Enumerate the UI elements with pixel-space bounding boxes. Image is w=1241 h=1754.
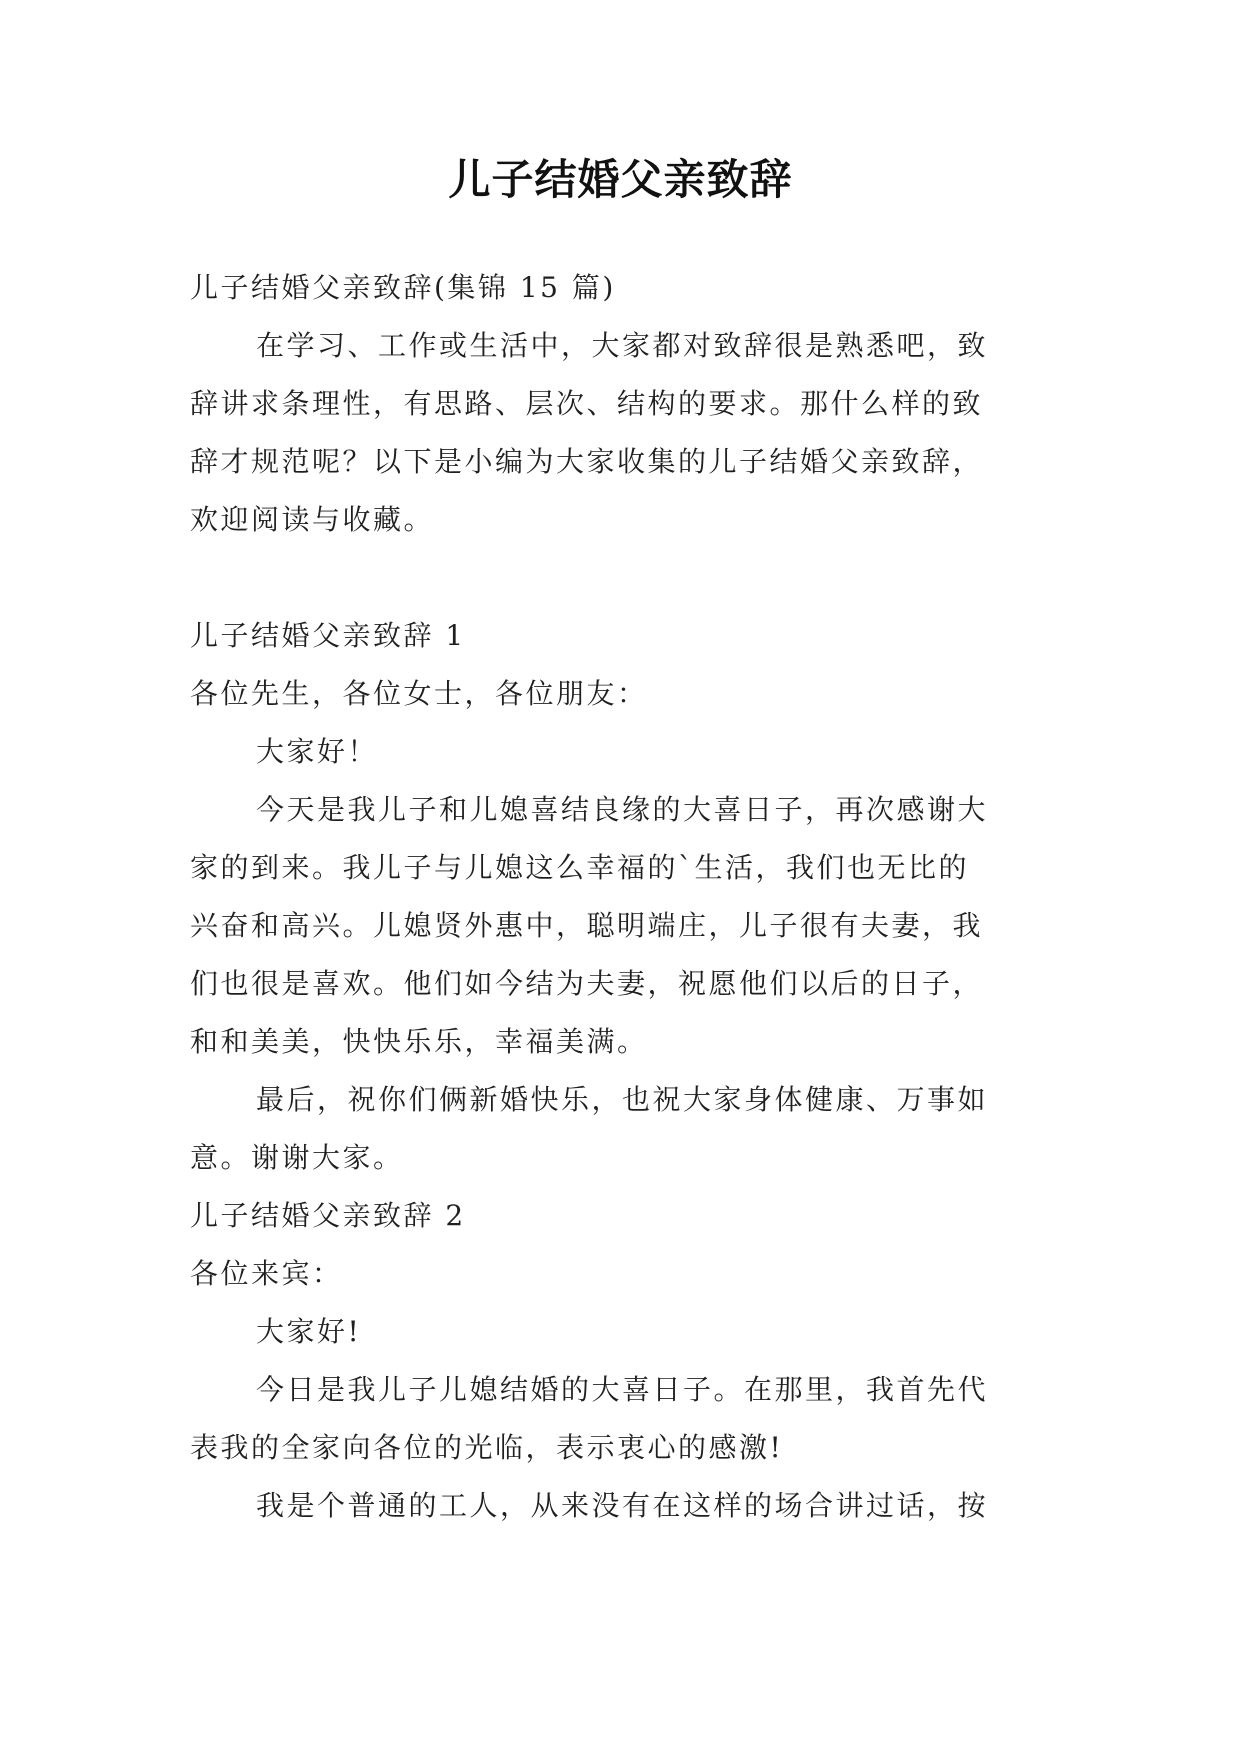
section-heading-2: 儿子结婚父亲致辞 2 [190, 1199, 466, 1232]
body-paragraph-line: 兴奋和高兴。儿媳贤外惠中，聪明端庄，儿子很有夫妻，我 [190, 909, 984, 942]
intro-paragraph-line: 欢迎阅读与收藏。 [190, 503, 435, 536]
body-paragraph-line: 和和美美，快快乐乐，幸福美满。 [190, 1025, 648, 1058]
body-paragraph-line: 今日是我儿子儿媳结婚的大喜日子。在那里，我首先代 [256, 1373, 989, 1406]
body-paragraph-line: 表我的全家向各位的光临，表示衷心的感激! [190, 1431, 784, 1464]
body-paragraph-line: 今天是我儿子和儿媳喜结良缘的大喜日子，再次感谢大 [256, 793, 989, 826]
intro-paragraph-line: 辞才规范呢？以下是小编为大家收集的儿子结婚父亲致辞， [190, 445, 984, 478]
intro-paragraph-line: 在学习、工作或生活中，大家都对致辞很是熟悉吧，致 [256, 329, 989, 362]
body-paragraph-line: 我是个普通的工人，从来没有在这样的场合讲过话，按 [256, 1489, 989, 1522]
salutation: 各位来宾： [190, 1257, 343, 1290]
greeting: 大家好! [256, 1315, 362, 1348]
body-paragraph-line: 们也很是喜欢。他们如今结为夫妻，祝愿他们以后的日子， [190, 967, 984, 1000]
salutation: 各位先生，各位女士，各位朋友： [190, 677, 648, 710]
document-title: 儿子结婚父亲致辞 [448, 155, 793, 204]
closing-paragraph-line: 意。谢谢大家。 [190, 1141, 404, 1174]
section-heading-1: 儿子结婚父亲致辞 1 [190, 619, 466, 652]
intro-paragraph-line: 辞讲求条理性，有思路、层次、结构的要求。那什么样的致 [190, 387, 984, 420]
collection-heading: 儿子结婚父亲致辞(集锦 15 篇) [190, 271, 616, 304]
greeting: 大家好！ [256, 735, 379, 768]
body-paragraph-line: 家的到来。我儿子与儿媳这么幸福的`生活，我们也无比的 [190, 851, 970, 884]
closing-paragraph-line: 最后，祝你们俩新婚快乐，也祝大家身体健康、万事如 [256, 1083, 989, 1116]
